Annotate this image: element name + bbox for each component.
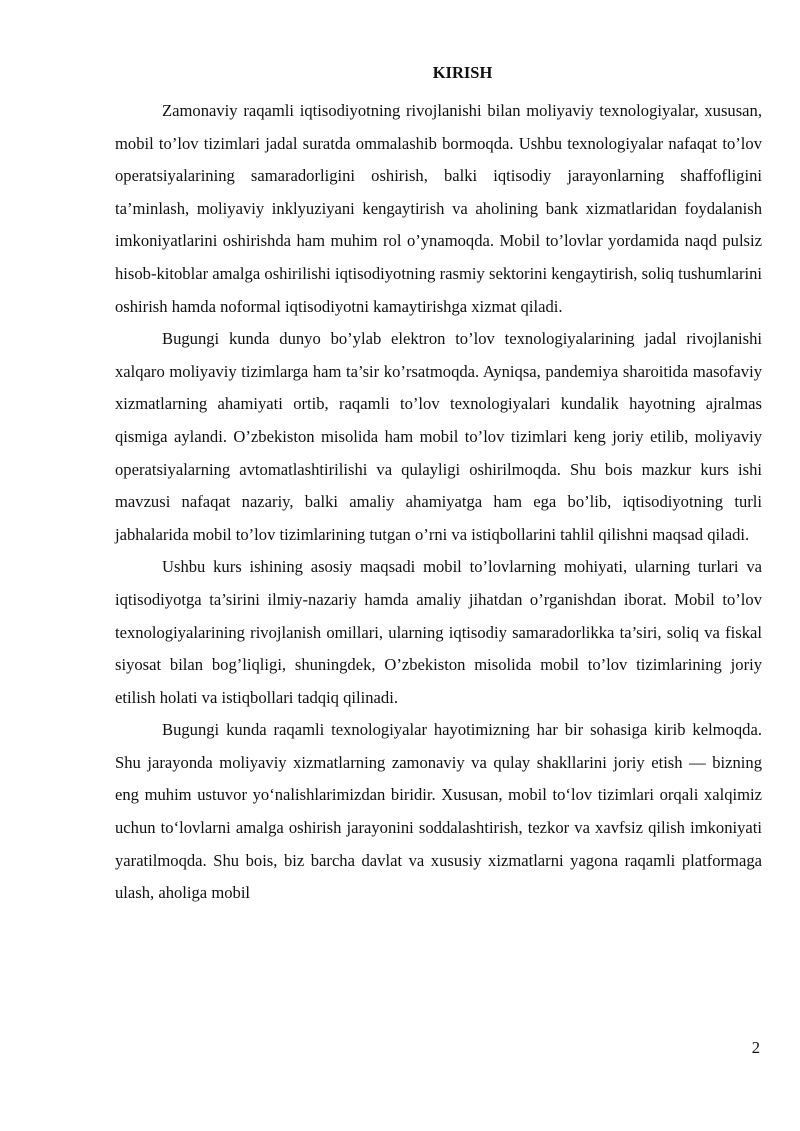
page-number: 2 [751,1038,760,1057]
document-body [115,95,762,910]
paragraph-4: Bugungi kunda raqamli texnologiyalar hayotimizning har bir sohasiga kirib kelmoqda. Shu jarayonda moliyaviy xizmatlarning zamonaviy va qulay shakllarini joriy etish — bizning eng muhim ustuvor yo‘nalishlarimizdan biridir. Xususan, mobil to‘lov tizimlari orqali xalqimiz uchun to‘lovlarni amalga oshirish jarayonini soddalashtirish, tezkor va xavfsiz qilish imkoniyati yaratilmoqda. Shu bois, biz barcha davlat va xususiy xizmatlarni yagona raqamli platformaga ulash, aholiga mobil [115,720,762,903]
paragraph-3: Ushbu kurs ishining asosiy maqsadi mobil to’lovlarning mohiyati, ularning turlari va iqtisodiyotga ta’sirini ilmiy-nazariy hamda amaliy jihatdan o’rganishdan iborat. Mobil to’lov texnologiyalarining rivojlanish omillari, ularning iqtisodiy samaradorlikka ta’siri, soliq va fiskal siyosat bilan bog’liqligi, shuningdek, O’zbekiston misolida mobil to’lov tizimlarining joriy etilish holati va istiqbollari tadqiq qilinadi. [115,557,762,707]
paragraph-1: Zamonaviy raqamli iqtisodiyotning rivojlanishi bilan moliyaviy texnologiyalar, xususan, mobil to’lov tizimlari jadal suratda ommalashib bormoqda. Ushbu texnologiyalar nafaqat to’lov operatsiyalarining samaradorligini oshirish, balki iqtisodiy jarayonlarning shaffofligini ta’minlash, moliyaviy inklyuziyani kengaytirish va aholining bank xizmatlaridan foydalanish imkoniyatlarini oshirishda ham muhim rol o’ynamoqda. Mobil to’lovlar yordamida naqd pulsiz hisob-kitoblar amalga oshirilishi iqtisodiyotning rasmiy sektorini kengaytirish, soliq tushumlarini oshirish hamda noformal iqtisodiyotni kamaytirishga xizmat qiladi. [115,101,762,316]
paragraph-2: Bugungi kunda dunyo bo’ylab elektron to’lov texnologiyalarining jadal rivojlanishi xalqaro moliyaviy tizimlarga ham ta’sir ko’rsatmoqda. Ayniqsa, pandemiya sharoitida masofaviy xizmatlarning ahamiyati ortib, raqamli to’lov texnologiyalari kundalik hayotning ajralmas qismiga aylandi. O’zbekiston misolida ham mobil to’lov tizimlari keng joriy etilib, moliyaviy operatsiyalarning avtomatlashtirilishi va qulayligi oshirilmoqda. Shu bois mazkur kurs ishi mavzusi nafaqat nazariy, balki amaliy ahamiyatga ham ega bo’lib, iqtisodiyotning turli jabhalarida mobil to’lov tizimlarining tutgan o’rni va istiqbollarini tahlil qilishni maqsad qiladi. [115,329,762,544]
section-title: KIRISH [432,63,493,82]
